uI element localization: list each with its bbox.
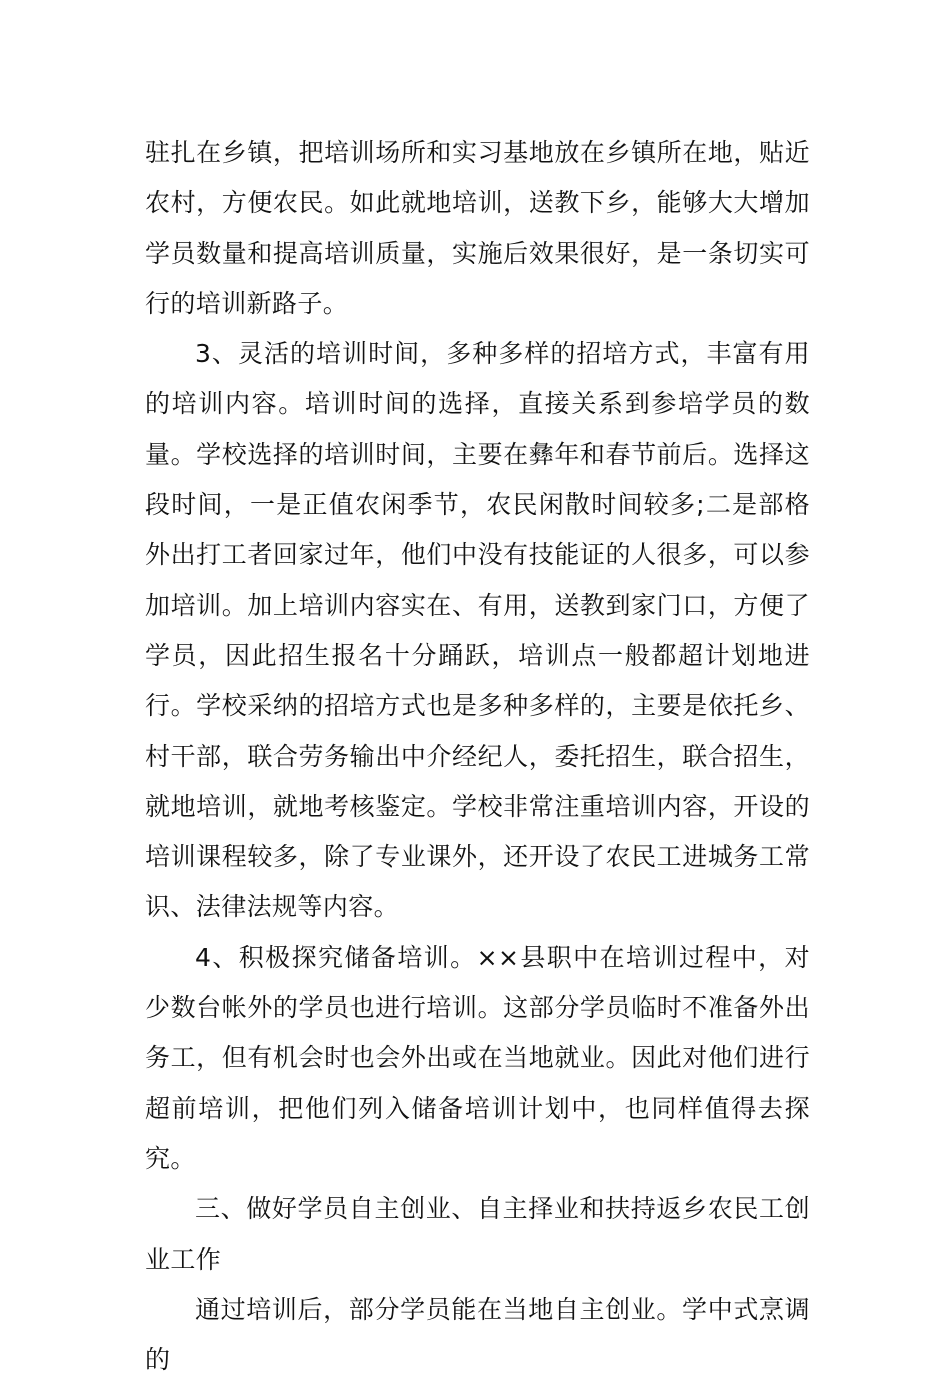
paragraph-item-4: 4、积极探究储备培训。××县职中在培训过程中，对少数台帐外的学员也进行培训。这部分学员临时不准备外出务工，但有机会时也会外出或在当地就业。因此对他们进行超前培训，把他们列入储备培训计划中，也同样值得去探究。 xyxy=(145,942,810,1173)
document-body xyxy=(145,128,810,1385)
section-heading-3: 三、做好学员自主创业、自主择业和扶持返乡农民工创业工作 xyxy=(145,1194,810,1274)
paragraph-section-3-body: 通过培训后，部分学员能在当地自主创业。学中式烹调的 xyxy=(145,1294,810,1375)
paragraph-continuation: 驻扎在乡镇，把培训场所和实习基地放在乡镇所在地，贴近农村，方便农民。如此就地培训，送教下乡，能够大大增加学员数量和提高培训质量，实施后效果很好，是一条切实可行的培训新路子。 xyxy=(145,138,810,318)
paragraph-item-3: 3、灵活的培训时间，多种多样的招培方式，丰富有用的培训内容。培训时间的选择，直接关系到参培学员的数量。学校选择的培训时间，主要在彝年和春节前后。选择这段时间，一是正值农闲季节，农民闲散时间较多;二是部格外出打工者回家过年，他们中没有技能证的人很多，可以参加培训。加上培训内容实在、有用，送教到家门口，方便了学员，因此招生报名十分踊跃，培训点一般都超计划地进行。学校采纳的招培方式也是多种多样的，主要是依托乡、村干部，联合劳务输出中介经纪人，委托招生，联合招生，就地培训，就地考核鉴定。学校非常注重培训内容，开设的培训课程较多，除了专业课外，还开设了农民工进城务工常识、法律法规等内容。 xyxy=(145,339,810,922)
